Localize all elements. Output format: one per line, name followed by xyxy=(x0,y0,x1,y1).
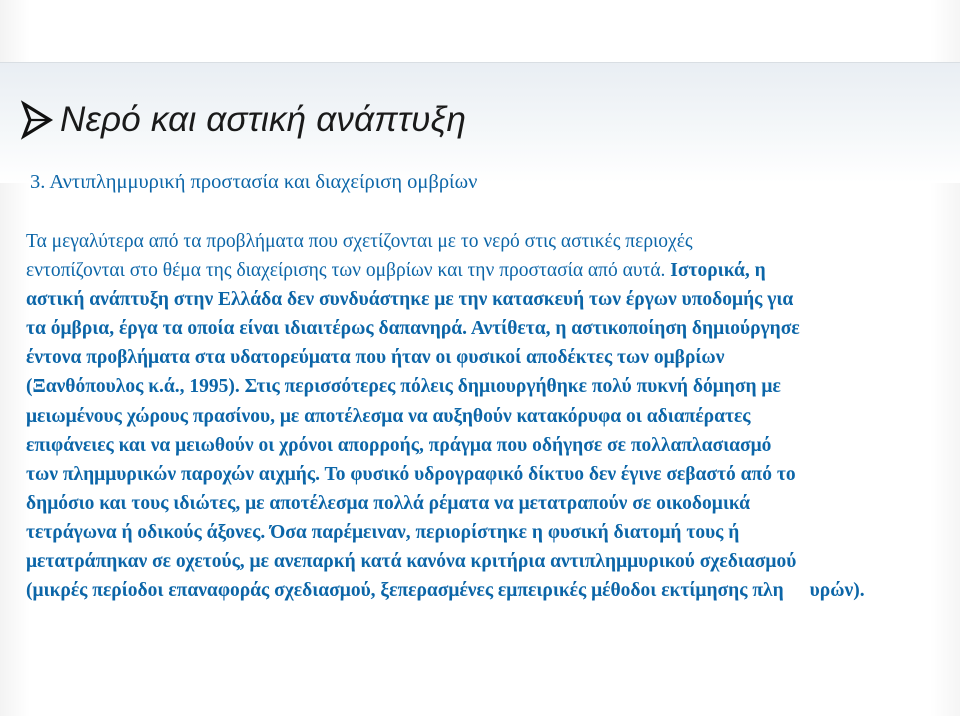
paragraph-text-bold: Ιστορικά, η xyxy=(670,260,766,282)
paragraph-line xyxy=(26,460,956,489)
paragraph-text-bold: δημόσιο και τους ιδιώτες, με αποτέλεσμα πολλά ρέματα να μετατραπούν σε οικοδομικά xyxy=(26,492,751,514)
paragraph-text-bold: τετράγωνα ή οδικούς άξονες. Όσα παρέμειναν, περιορίστηκε η φυσική διατομή τους ή xyxy=(26,521,740,543)
paragraph-text-bold: επιφάνειες και να μειωθούν οι χρόνοι απορροής, πράγμα που οδήγησε σε πολλαπλασιασμό xyxy=(26,434,772,456)
paragraph-line xyxy=(26,227,956,256)
paragraph-text-bold: αστική ανάπτυξη στην Ελλάδα δεν συνδυάστηκε με την κατασκευή των έργων υποδομής για xyxy=(26,289,794,311)
paragraph-text: εντοπίζονται στο θέμα της διαχείρισης των ομβρίων και την προστασία από αυτά. xyxy=(26,260,671,282)
paragraph-text-bold: υρών). xyxy=(809,580,865,602)
paragraph-text-bold: τα όμβρια, έργα τα οποία είναι ιδιαιτέρως δαπανηρά. Αντίθετα, η αστικοποίηση δημιούργησε xyxy=(26,318,800,340)
paragraph-line xyxy=(26,547,956,576)
paragraph-line xyxy=(26,314,956,343)
paragraph-text-bold: μετατράπηκαν σε οχετούς, με ανεπαρκή κατά κανόνα κριτήρια αντιπλημμυρικού σχεδιασμού xyxy=(26,551,797,573)
paragraph-line xyxy=(26,431,956,460)
body-paragraph xyxy=(26,227,956,605)
paragraph-text-bold: (μικρές περίοδοι επαναφοράς σχεδιασμού, ξεπερασμένες εμπειρικές μέθοδοι εκτίμησης πλη xyxy=(26,580,784,602)
title-row xyxy=(20,100,466,140)
section-subtitle: 3. Αντιπλημμυρική προστασία και διαχείριση ομβρίων xyxy=(30,171,478,193)
paragraph-line xyxy=(26,285,956,314)
paragraph-text: Τα μεγαλύτερα από τα προβλήματα που σχετίζονται με το νερό στις αστικές περιοχές xyxy=(26,231,693,252)
paragraph-line xyxy=(26,372,956,401)
paragraph-text-bold: (Ξανθόπουλος κ.ά., 1995). Στις περισσότερες πόλεις δημιουργήθηκε πολύ πυκνή δόμηση με xyxy=(26,376,781,398)
paragraph-line xyxy=(26,518,956,547)
paragraph-text-bold: των πλημμυρικών παροχών αιχμής. Το φυσικό υδρογραφικό δίκτυο δεν έγινε σεβαστό από το xyxy=(26,463,796,485)
paragraph-line xyxy=(26,343,956,372)
paragraph-line xyxy=(26,489,956,518)
paragraph-text-bold: έντονα προβλήματα στα υδατορεύματα που ήταν οι φυσικοί αποδέκτες των ομβρίων xyxy=(26,347,725,369)
paragraph-text-bold: μειωμένους χώρους πρασίνου, με αποτέλεσμα να αυξηθούν κατακόρυφα οι αδιαπέρατες xyxy=(26,405,751,427)
slide-title: Νερό και αστική ανάπτυξη xyxy=(60,100,467,139)
paragraph-line xyxy=(26,576,956,605)
arrow-check-icon xyxy=(20,100,56,140)
paragraph-line xyxy=(26,256,956,285)
paragraph-line xyxy=(26,402,956,431)
